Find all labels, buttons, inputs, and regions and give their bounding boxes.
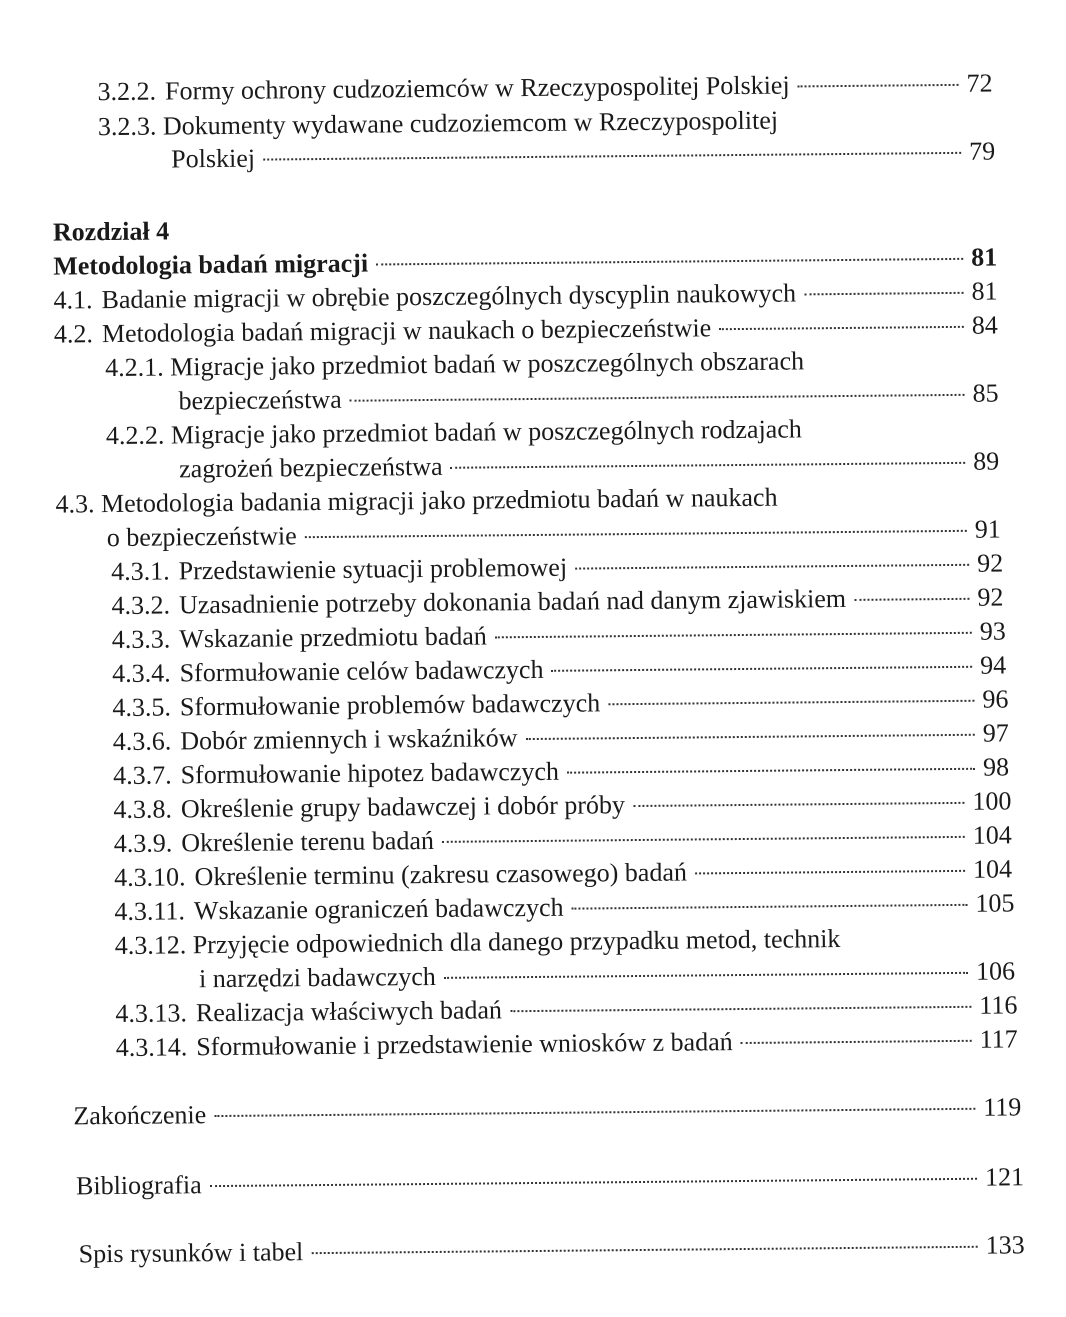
dot-leader (575, 564, 969, 570)
entry-page: 121 (984, 1162, 1025, 1192)
entry-page: 85 (972, 378, 999, 408)
entry-page: 116 (979, 990, 1018, 1020)
toc-entry (199, 955, 1015, 995)
dot-leader (210, 1178, 977, 1187)
entry-number: 4.3.2. (111, 590, 171, 621)
entry-number: 4.3.3. (111, 624, 171, 655)
dot-leader (263, 152, 961, 161)
entry-page: 94 (979, 650, 1007, 680)
entry-page: 106 (975, 956, 1016, 986)
dot-leader (350, 394, 965, 402)
entry-title-continued: Polskiej (171, 143, 256, 174)
entry-title: Migracje jako przedmiot badań w poszczególnych obszarach (170, 346, 805, 382)
entry-page: 89 (973, 446, 1000, 476)
toc-entry (178, 378, 998, 418)
entry-title: Spis rysunków i tabel (78, 1237, 304, 1269)
dot-leader (572, 904, 968, 910)
entry-title: Przedstawienie sytuacji problemowej (178, 552, 568, 586)
dot-leader (214, 1108, 975, 1117)
toc-entry (171, 136, 995, 176)
dot-leader (525, 734, 974, 740)
entry-page: 97 (982, 718, 1009, 748)
entry-title-continued: bezpieczeństwa (178, 384, 342, 416)
dot-leader (798, 84, 959, 88)
entry-number: 4.3. (55, 489, 95, 519)
dot-leader (305, 530, 967, 538)
dot-leader (608, 700, 974, 706)
entry-number: 4.1. (53, 285, 93, 315)
entry-title: Dokumenty wydawane cudzoziemcom w Rzeczypospolitej (162, 105, 779, 141)
toc-entry (116, 1023, 1018, 1064)
entry-title: Formy ochrony cudzoziemców w Rzeczypospolitej Polskiej (164, 70, 790, 106)
toc-entry-line1 (106, 413, 802, 452)
entry-page: 96 (982, 684, 1009, 714)
entry-page: 84 (971, 310, 998, 340)
entry-title: Sformułowanie hipotez badawczych (180, 756, 560, 790)
entry-number: 4.3.11. (114, 896, 186, 927)
entry-number: 3.2.3. (97, 111, 157, 142)
entry-number: 3.2.2. (97, 76, 157, 107)
chapter-title: Metodologia badań migracji (53, 248, 369, 281)
entry-page: 117 (979, 1024, 1018, 1054)
toc-entry (179, 446, 999, 486)
entry-page: 93 (979, 616, 1006, 646)
entry-title-continued: i narzędzi badawczych (198, 961, 436, 994)
entry-number: 4.2.1. (105, 352, 164, 383)
entry-page: 100 (972, 786, 1012, 816)
entry-number: 4.3.10. (113, 862, 186, 893)
dot-leader (695, 870, 965, 875)
entry-title: Migracje jako przedmiot badań w poszczególnych rodzajach (170, 414, 802, 450)
entry-number: 4.3.14. (115, 1032, 188, 1063)
dot-leader (804, 292, 963, 296)
entry-page: 81 (971, 276, 998, 306)
entry-title: Metodologia badań migracji w naukach o bezpieczeństwie (101, 313, 712, 349)
entry-page: 98 (982, 752, 1010, 782)
dot-leader (495, 632, 972, 639)
dot-leader (552, 666, 973, 672)
entry-page: 72 (966, 68, 993, 98)
entry-title: Określenie grupy badawczej i dobór próby (180, 790, 626, 824)
dot-leader (741, 1040, 972, 1044)
toc-entry (114, 887, 1014, 928)
entry-page: 92 (977, 582, 1004, 612)
entry-title: Dobór zmiennych i wskaźników (180, 723, 518, 756)
dot-leader (854, 598, 969, 601)
toc-entry (73, 1091, 1021, 1132)
entry-page: 105 (975, 888, 1015, 918)
entry-number: 4.3.9. (113, 828, 173, 859)
entry-page: 92 (976, 548, 1004, 578)
dot-leader (444, 972, 968, 979)
toc-entry-line1 (105, 345, 804, 384)
entry-title: Metodologia badania migracji jako przedmiotu badań w naukach (100, 482, 778, 519)
entry-number: 4.3.12. (114, 930, 187, 961)
entry-page: 79 (969, 136, 996, 166)
entry-title-continued: zagrożeń bezpieczeństwa (179, 451, 443, 484)
entry-number: 4.3.6. (112, 726, 172, 757)
dot-leader (633, 802, 964, 807)
entry-title: Bibliografia (75, 1170, 202, 1201)
chapter-label: Rozdział 4 (52, 216, 170, 247)
toc-entry (76, 1161, 1024, 1202)
entry-page: 104 (972, 820, 1012, 850)
entry-title: Określenie terenu badań (181, 825, 435, 858)
dot-leader (311, 1246, 977, 1254)
entry-title: Realizacja właściwych badań (195, 995, 503, 1028)
toc-entry-line1 (98, 105, 778, 144)
entry-number: 4.3.7. (112, 760, 172, 791)
entry-number: 4.3.5. (112, 692, 172, 723)
dot-leader (451, 462, 966, 469)
entry-title: Określenie terminu (zakresu czasowego) badań (194, 857, 688, 892)
entry-title: Badanie migracji w obrębie poszczególnych dyscyplin naukowych (101, 278, 797, 315)
entry-title: Przyjęcie odpowiednich dla danego przypadku metod, technik (192, 924, 841, 960)
dot-leader (376, 258, 963, 266)
entry-title: Sformułowanie i przedstawienie wniosków z badań (196, 1027, 733, 1062)
entry-title: Wskazanie przedmiotu badań (179, 621, 487, 654)
entry-number: 4.3.1. (111, 556, 170, 587)
dot-leader (442, 836, 965, 843)
entry-page: 104 (972, 854, 1013, 884)
toc-entry (97, 68, 992, 109)
entry-title: Sformułowanie problemów badawczych (179, 688, 601, 722)
dot-leader (719, 326, 964, 330)
entry-number: 4.2.2. (105, 420, 165, 451)
toc-entry (79, 1229, 1025, 1270)
entry-number: 4.2. (53, 319, 94, 349)
entry-number: 4.3.8. (113, 794, 173, 825)
entry-number: 4.3.13. (115, 998, 188, 1029)
entry-title-continued: o bezpieczeństwie (106, 521, 297, 553)
entry-title: Zakończenie (73, 1100, 207, 1131)
toc-entry-line1 (115, 923, 841, 962)
entry-page: 81 (971, 242, 998, 272)
entry-page: 133 (985, 1230, 1025, 1260)
entry-title: Wskazanie ograniczeń badawczych (193, 892, 564, 926)
toc-entry (54, 310, 998, 351)
entry-page: 119 (983, 1092, 1022, 1122)
toc-entry-line1 (55, 482, 777, 521)
entry-title: Uzasadnienie potrzeby dokonania badań nad danym zjawiskiem (178, 583, 847, 620)
entry-title: Sformułowanie celów badawczych (179, 654, 544, 688)
entry-page: 91 (974, 514, 1001, 544)
dot-leader (567, 768, 975, 774)
entry-number: 4.3.4. (112, 658, 171, 689)
dot-leader (510, 1006, 971, 1012)
